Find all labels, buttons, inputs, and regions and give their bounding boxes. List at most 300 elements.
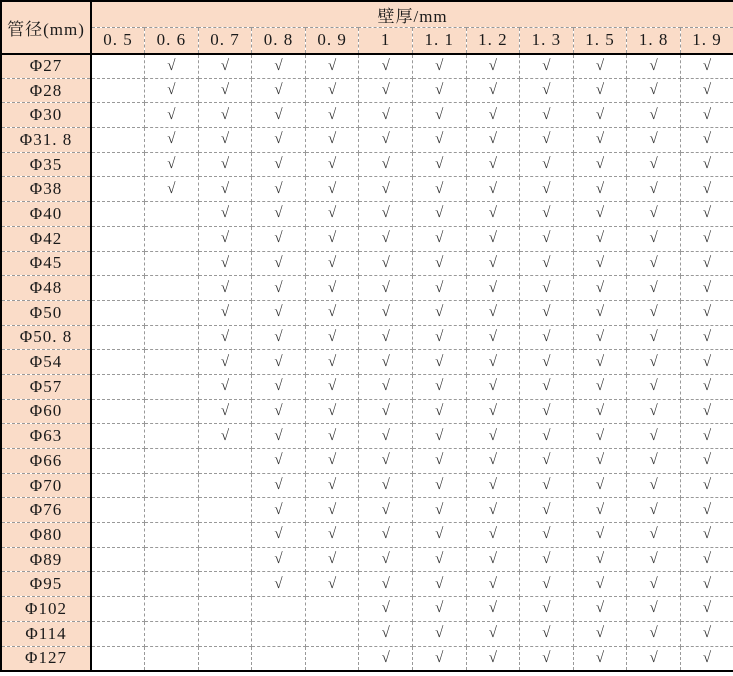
check-cell: √ (520, 350, 574, 375)
check-cell: √ (466, 54, 520, 79)
check-cell: √ (680, 523, 733, 548)
check-cell: √ (145, 103, 199, 128)
check-cell: √ (627, 547, 681, 572)
diameter-label: Φ66 (1, 449, 91, 474)
check-cell: √ (466, 78, 520, 103)
empty-cell (91, 300, 145, 325)
check-cell: √ (680, 424, 733, 449)
check-cell: √ (466, 646, 520, 671)
thickness-column-header: 0. 9 (305, 28, 359, 54)
empty-cell (91, 350, 145, 375)
check-cell: √ (305, 103, 359, 128)
check-cell: √ (520, 128, 574, 153)
diameter-label: Φ70 (1, 473, 91, 498)
check-cell: √ (573, 276, 627, 301)
check-cell: √ (252, 54, 306, 79)
check-cell: √ (198, 350, 252, 375)
check-cell: √ (466, 449, 520, 474)
check-cell: √ (198, 103, 252, 128)
empty-cell (91, 374, 145, 399)
check-cell: √ (412, 276, 466, 301)
empty-cell (198, 473, 252, 498)
diameter-label: Φ40 (1, 202, 91, 227)
check-cell: √ (627, 572, 681, 597)
check-cell: √ (359, 523, 413, 548)
diameter-label: Φ45 (1, 251, 91, 276)
check-cell: √ (627, 152, 681, 177)
check-cell: √ (680, 202, 733, 227)
check-cell: √ (680, 621, 733, 646)
check-cell: √ (359, 103, 413, 128)
check-cell: √ (573, 449, 627, 474)
check-cell: √ (412, 177, 466, 202)
check-cell: √ (520, 621, 574, 646)
check-cell: √ (412, 325, 466, 350)
empty-cell (252, 621, 306, 646)
check-cell: √ (305, 177, 359, 202)
check-cell: √ (412, 498, 466, 523)
check-cell: √ (252, 325, 306, 350)
table-row (1, 78, 733, 103)
check-cell: √ (252, 300, 306, 325)
check-cell: √ (198, 325, 252, 350)
check-cell: √ (252, 202, 306, 227)
check-cell: √ (520, 78, 574, 103)
check-cell: √ (359, 597, 413, 622)
check-cell: √ (359, 473, 413, 498)
check-cell: √ (412, 128, 466, 153)
diameter-label: Φ102 (1, 597, 91, 622)
check-cell: √ (198, 276, 252, 301)
thickness-column-header: 0. 6 (145, 28, 199, 54)
check-cell: √ (520, 597, 574, 622)
check-cell: √ (520, 646, 574, 671)
check-cell: √ (466, 226, 520, 251)
check-cell: √ (252, 547, 306, 572)
check-cell: √ (252, 399, 306, 424)
empty-cell (252, 597, 306, 622)
check-cell: √ (573, 78, 627, 103)
check-cell: √ (198, 424, 252, 449)
empty-cell (145, 646, 199, 671)
check-cell: √ (520, 300, 574, 325)
check-cell: √ (627, 523, 681, 548)
diameter-label: Φ50. 8 (1, 325, 91, 350)
check-cell: √ (412, 350, 466, 375)
check-cell: √ (305, 128, 359, 153)
check-cell: √ (627, 177, 681, 202)
check-cell: √ (573, 473, 627, 498)
check-cell: √ (520, 54, 574, 79)
check-cell: √ (627, 128, 681, 153)
empty-cell (91, 523, 145, 548)
empty-cell (91, 646, 145, 671)
check-cell: √ (412, 226, 466, 251)
check-cell: √ (466, 621, 520, 646)
check-cell: √ (627, 424, 681, 449)
check-cell: √ (573, 498, 627, 523)
table-row (1, 202, 733, 227)
header-group-row (1, 1, 733, 28)
check-cell: √ (520, 103, 574, 128)
diameter-label: Φ80 (1, 523, 91, 548)
diameter-label: Φ31. 8 (1, 128, 91, 153)
empty-cell (145, 424, 199, 449)
check-cell: √ (573, 300, 627, 325)
check-cell: √ (573, 374, 627, 399)
empty-cell (91, 128, 145, 153)
check-cell: √ (252, 78, 306, 103)
check-cell: √ (412, 523, 466, 548)
check-cell: √ (305, 449, 359, 474)
check-cell: √ (466, 374, 520, 399)
check-cell: √ (573, 103, 627, 128)
thickness-column-header: 1. 3 (520, 28, 574, 54)
check-cell: √ (573, 621, 627, 646)
diameter-label: Φ127 (1, 646, 91, 671)
empty-cell (145, 374, 199, 399)
empty-cell (305, 646, 359, 671)
check-cell: √ (573, 177, 627, 202)
diameter-label: Φ35 (1, 152, 91, 177)
check-cell: √ (305, 276, 359, 301)
diameter-label: Φ38 (1, 177, 91, 202)
check-cell: √ (680, 374, 733, 399)
check-cell: √ (359, 78, 413, 103)
table-row (1, 128, 733, 153)
check-cell: √ (573, 325, 627, 350)
diameter-column-header: 管径(mm) (1, 1, 91, 54)
empty-cell (305, 597, 359, 622)
check-cell: √ (252, 276, 306, 301)
check-cell: √ (252, 152, 306, 177)
table-row (1, 449, 733, 474)
check-cell: √ (359, 424, 413, 449)
check-cell: √ (573, 128, 627, 153)
check-cell: √ (573, 597, 627, 622)
check-cell: √ (466, 202, 520, 227)
empty-cell (91, 103, 145, 128)
diameter-label: Φ27 (1, 54, 91, 79)
empty-cell (91, 54, 145, 79)
check-cell: √ (680, 54, 733, 79)
table-row (1, 54, 733, 79)
empty-cell (145, 276, 199, 301)
empty-cell (91, 78, 145, 103)
check-cell: √ (680, 498, 733, 523)
check-cell: √ (573, 523, 627, 548)
empty-cell (198, 523, 252, 548)
check-cell: √ (573, 572, 627, 597)
check-cell: √ (680, 300, 733, 325)
check-cell: √ (359, 300, 413, 325)
check-cell: √ (252, 374, 306, 399)
check-cell: √ (627, 202, 681, 227)
check-cell: √ (412, 547, 466, 572)
check-cell: √ (573, 547, 627, 572)
thickness-column-header: 0. 8 (252, 28, 306, 54)
check-cell: √ (305, 300, 359, 325)
check-cell: √ (412, 300, 466, 325)
thickness-column-header: 1 (359, 28, 413, 54)
check-cell: √ (198, 202, 252, 227)
check-cell: √ (305, 374, 359, 399)
check-cell: √ (412, 621, 466, 646)
check-cell: √ (145, 78, 199, 103)
check-cell: √ (198, 251, 252, 276)
thickness-values-row (1, 28, 733, 54)
check-cell: √ (466, 177, 520, 202)
check-cell: √ (627, 399, 681, 424)
empty-cell (91, 399, 145, 424)
check-cell: √ (573, 202, 627, 227)
check-cell: √ (359, 54, 413, 79)
check-cell: √ (466, 276, 520, 301)
empty-cell (91, 152, 145, 177)
empty-cell (145, 350, 199, 375)
check-cell: √ (359, 350, 413, 375)
check-cell: √ (252, 128, 306, 153)
check-cell: √ (252, 449, 306, 474)
check-cell: √ (359, 374, 413, 399)
check-cell: √ (627, 473, 681, 498)
check-cell: √ (412, 78, 466, 103)
check-cell: √ (359, 128, 413, 153)
check-cell: √ (680, 276, 733, 301)
table-row (1, 152, 733, 177)
check-cell: √ (359, 646, 413, 671)
table-row (1, 325, 733, 350)
check-cell: √ (466, 473, 520, 498)
check-cell: √ (198, 78, 252, 103)
check-cell: √ (412, 54, 466, 79)
check-cell: √ (520, 498, 574, 523)
check-cell: √ (520, 251, 574, 276)
check-cell: √ (466, 251, 520, 276)
empty-cell (91, 473, 145, 498)
table-row (1, 251, 733, 276)
empty-cell (198, 498, 252, 523)
check-cell: √ (198, 300, 252, 325)
check-cell: √ (305, 226, 359, 251)
check-cell: √ (680, 399, 733, 424)
empty-cell (145, 597, 199, 622)
check-cell: √ (627, 350, 681, 375)
empty-cell (145, 523, 199, 548)
empty-cell (91, 325, 145, 350)
check-cell: √ (627, 449, 681, 474)
empty-cell (145, 449, 199, 474)
table-row (1, 374, 733, 399)
check-cell: √ (412, 473, 466, 498)
table-row (1, 621, 733, 646)
check-cell: √ (627, 300, 681, 325)
check-cell: √ (466, 350, 520, 375)
empty-cell (198, 646, 252, 671)
check-cell: √ (466, 300, 520, 325)
empty-cell (145, 325, 199, 350)
check-cell: √ (252, 251, 306, 276)
check-cell: √ (520, 226, 574, 251)
check-cell: √ (305, 251, 359, 276)
table-row (1, 547, 733, 572)
empty-cell (305, 621, 359, 646)
check-cell: √ (145, 128, 199, 153)
check-cell: √ (466, 128, 520, 153)
check-cell: √ (145, 152, 199, 177)
empty-cell (91, 251, 145, 276)
check-cell: √ (466, 572, 520, 597)
check-cell: √ (305, 202, 359, 227)
table-row (1, 177, 733, 202)
check-cell: √ (252, 424, 306, 449)
empty-cell (91, 498, 145, 523)
check-cell: √ (520, 202, 574, 227)
check-cell: √ (359, 325, 413, 350)
check-cell: √ (627, 325, 681, 350)
check-cell: √ (359, 498, 413, 523)
diameter-label: Φ54 (1, 350, 91, 375)
check-cell: √ (680, 226, 733, 251)
check-cell: √ (520, 374, 574, 399)
check-cell: √ (252, 350, 306, 375)
empty-cell (145, 399, 199, 424)
check-cell: √ (252, 572, 306, 597)
check-cell: √ (680, 103, 733, 128)
check-cell: √ (305, 498, 359, 523)
check-cell: √ (680, 646, 733, 671)
thickness-column-header: 0. 5 (91, 28, 145, 54)
check-cell: √ (573, 54, 627, 79)
wall-thickness-group-header: 壁厚/mm (91, 1, 733, 28)
diameter-label: Φ50 (1, 300, 91, 325)
check-cell: √ (680, 572, 733, 597)
check-cell: √ (412, 572, 466, 597)
check-cell: √ (573, 152, 627, 177)
thickness-column-header: 1. 2 (466, 28, 520, 54)
check-cell: √ (412, 374, 466, 399)
empty-cell (145, 202, 199, 227)
check-cell: √ (627, 226, 681, 251)
check-cell: √ (573, 424, 627, 449)
check-cell: √ (520, 523, 574, 548)
check-cell: √ (252, 523, 306, 548)
check-cell: √ (520, 325, 574, 350)
check-cell: √ (305, 572, 359, 597)
empty-cell (145, 572, 199, 597)
check-cell: √ (198, 374, 252, 399)
check-cell: √ (359, 152, 413, 177)
check-cell: √ (520, 473, 574, 498)
check-cell: √ (627, 103, 681, 128)
diameter-label: Φ57 (1, 374, 91, 399)
empty-cell (145, 621, 199, 646)
check-cell: √ (412, 202, 466, 227)
check-cell: √ (466, 498, 520, 523)
check-cell: √ (680, 597, 733, 622)
table-row (1, 276, 733, 301)
check-cell: √ (520, 177, 574, 202)
table-row (1, 597, 733, 622)
diameter-label: Φ28 (1, 78, 91, 103)
check-cell: √ (359, 226, 413, 251)
empty-cell (91, 572, 145, 597)
check-cell: √ (680, 78, 733, 103)
thickness-column-header: 0. 7 (198, 28, 252, 54)
check-cell: √ (145, 177, 199, 202)
check-cell: √ (627, 78, 681, 103)
check-cell: √ (520, 424, 574, 449)
check-cell: √ (305, 325, 359, 350)
check-cell: √ (305, 547, 359, 572)
check-cell: √ (198, 152, 252, 177)
check-cell: √ (252, 226, 306, 251)
empty-cell (91, 621, 145, 646)
empty-cell (91, 202, 145, 227)
check-cell: √ (359, 202, 413, 227)
table-row (1, 498, 733, 523)
diameter-label: Φ30 (1, 103, 91, 128)
check-cell: √ (627, 646, 681, 671)
check-cell: √ (627, 276, 681, 301)
check-cell: √ (252, 103, 306, 128)
empty-cell (145, 226, 199, 251)
empty-cell (91, 424, 145, 449)
check-cell: √ (359, 547, 413, 572)
check-cell: √ (466, 597, 520, 622)
check-cell: √ (252, 498, 306, 523)
check-cell: √ (573, 350, 627, 375)
check-cell: √ (627, 251, 681, 276)
check-cell: √ (680, 177, 733, 202)
thickness-column-header: 1. 8 (627, 28, 681, 54)
empty-cell (91, 177, 145, 202)
diameter-label: Φ76 (1, 498, 91, 523)
diameter-label: Φ60 (1, 399, 91, 424)
check-cell: √ (520, 276, 574, 301)
check-cell: √ (627, 54, 681, 79)
check-cell: √ (627, 621, 681, 646)
check-cell: √ (252, 473, 306, 498)
table-body (1, 54, 733, 671)
check-cell: √ (412, 251, 466, 276)
diameter-label: Φ42 (1, 226, 91, 251)
empty-cell (91, 547, 145, 572)
check-cell: √ (412, 597, 466, 622)
check-cell: √ (520, 399, 574, 424)
table-row (1, 424, 733, 449)
table-row (1, 473, 733, 498)
check-cell: √ (466, 399, 520, 424)
empty-cell (91, 449, 145, 474)
check-cell: √ (466, 152, 520, 177)
check-cell: √ (466, 424, 520, 449)
check-cell: √ (305, 473, 359, 498)
thickness-column-header: 1. 9 (680, 28, 733, 54)
check-cell: √ (305, 399, 359, 424)
check-cell: √ (305, 152, 359, 177)
empty-cell (198, 449, 252, 474)
check-cell: √ (627, 597, 681, 622)
diameter-label: Φ63 (1, 424, 91, 449)
check-cell: √ (252, 177, 306, 202)
check-cell: √ (412, 399, 466, 424)
diameter-label: Φ48 (1, 276, 91, 301)
check-cell: √ (198, 226, 252, 251)
check-cell: √ (359, 572, 413, 597)
check-cell: √ (305, 523, 359, 548)
empty-cell (91, 226, 145, 251)
